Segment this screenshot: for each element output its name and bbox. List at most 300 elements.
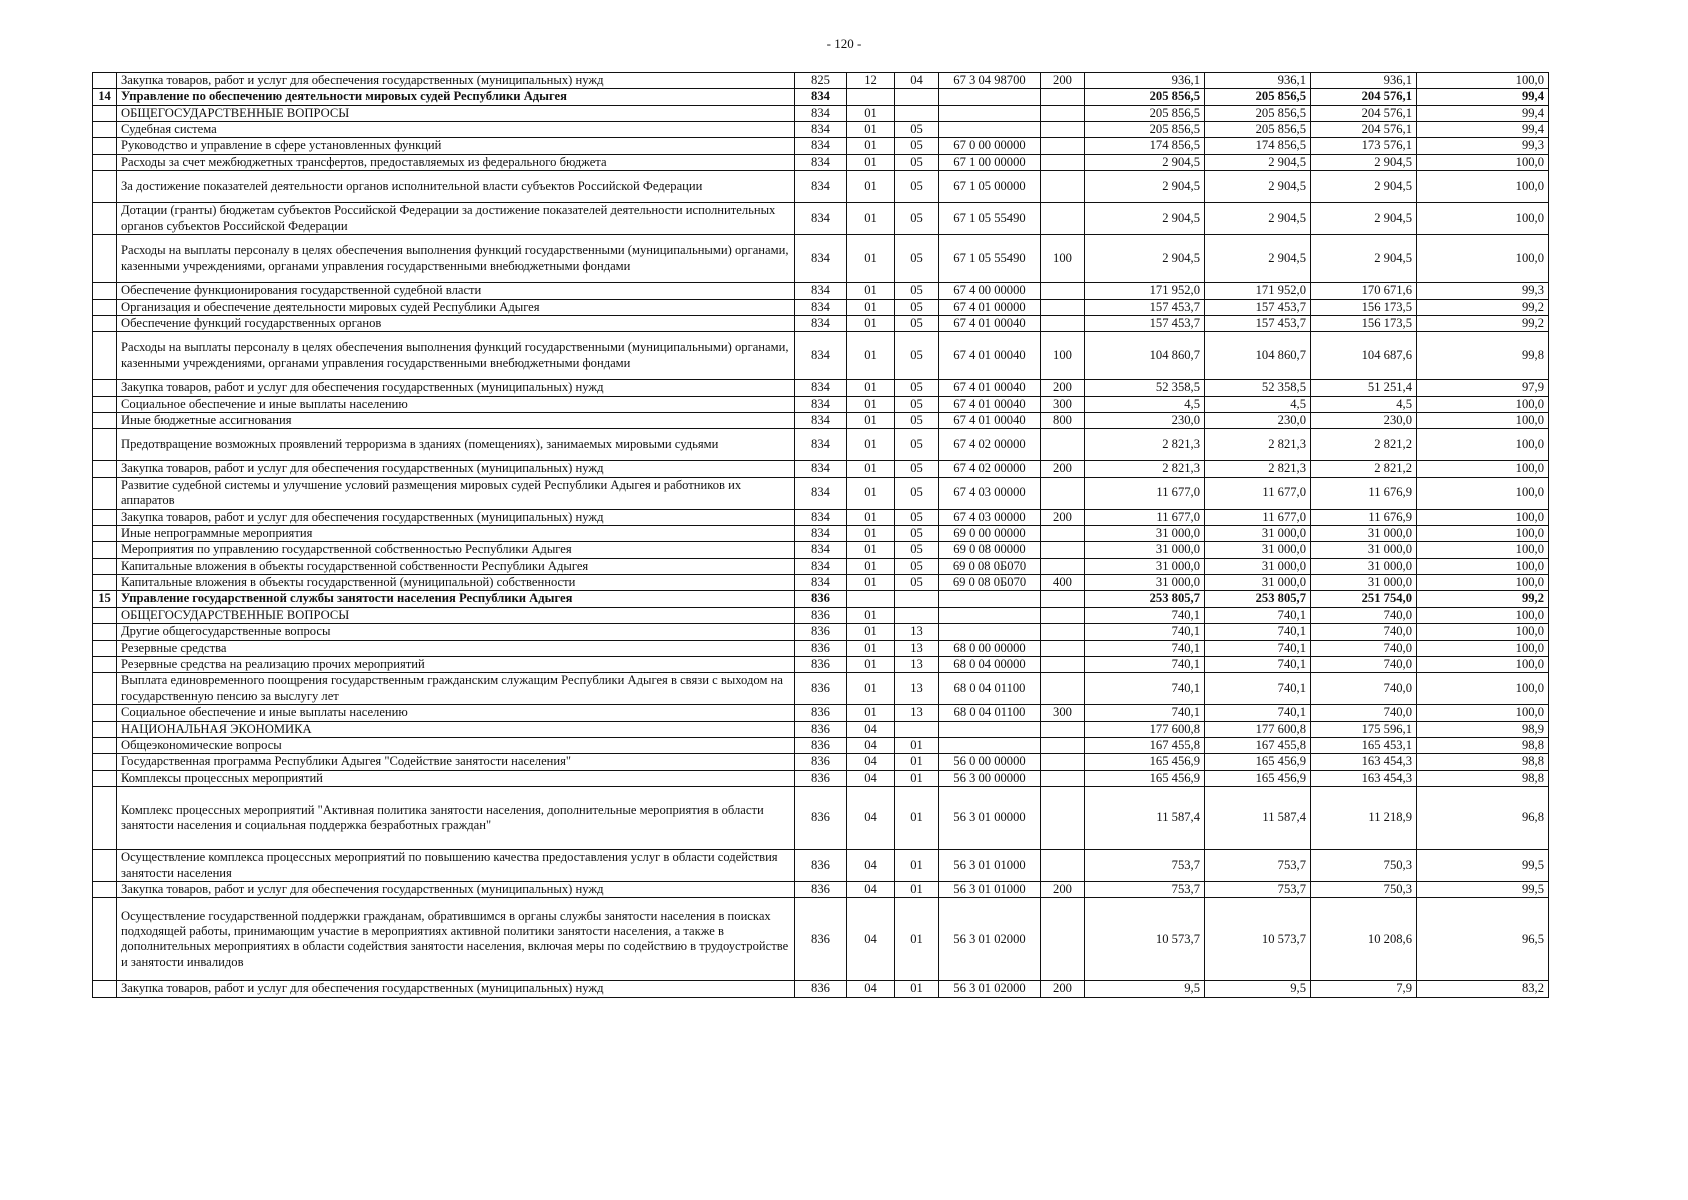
expense-type-code: 300 bbox=[1041, 396, 1085, 412]
table-row bbox=[93, 235, 1549, 283]
row-number bbox=[93, 299, 117, 315]
table-row bbox=[93, 542, 1549, 558]
execution-percent: 98,8 bbox=[1417, 737, 1549, 753]
row-number bbox=[93, 770, 117, 786]
target-article-code: 56 3 01 02000 bbox=[939, 981, 1041, 997]
approved-amount: 740,1 bbox=[1085, 705, 1205, 721]
table-row bbox=[93, 705, 1549, 721]
executed-amount: 740,0 bbox=[1311, 607, 1417, 623]
row-number bbox=[93, 461, 117, 477]
ministry-code: 834 bbox=[795, 477, 847, 509]
execution-percent: 100,0 bbox=[1417, 607, 1549, 623]
executed-amount: 11 676,9 bbox=[1311, 477, 1417, 509]
execution-percent: 99,5 bbox=[1417, 850, 1549, 882]
subsection-code: 01 bbox=[895, 737, 939, 753]
expense-type-code bbox=[1041, 656, 1085, 672]
target-article-code: 68 0 04 01100 bbox=[939, 705, 1041, 721]
subsection-code: 05 bbox=[895, 122, 939, 138]
row-number bbox=[93, 154, 117, 170]
row-number bbox=[93, 73, 117, 89]
row-number bbox=[93, 624, 117, 640]
subsection-code: 01 bbox=[895, 770, 939, 786]
subsection-code: 01 bbox=[895, 882, 939, 898]
expense-type-code: 200 bbox=[1041, 882, 1085, 898]
approved-amount: 2 821,3 bbox=[1085, 429, 1205, 461]
item-name: Общеэкономические вопросы bbox=[117, 737, 795, 753]
refined-amount: 165 456,9 bbox=[1205, 754, 1311, 770]
section-code: 04 bbox=[847, 754, 895, 770]
subsection-code: 01 bbox=[895, 981, 939, 997]
expense-type-code bbox=[1041, 787, 1085, 850]
approved-amount: 205 856,5 bbox=[1085, 89, 1205, 105]
expense-type-code bbox=[1041, 591, 1085, 607]
execution-percent: 99,3 bbox=[1417, 138, 1549, 154]
expense-type-code bbox=[1041, 105, 1085, 121]
subsection-code bbox=[895, 591, 939, 607]
section-code: 04 bbox=[847, 882, 895, 898]
section-code: 01 bbox=[847, 542, 895, 558]
approved-amount: 740,1 bbox=[1085, 624, 1205, 640]
approved-amount: 753,7 bbox=[1085, 882, 1205, 898]
executed-amount: 204 576,1 bbox=[1311, 122, 1417, 138]
ministry-code: 834 bbox=[795, 461, 847, 477]
refined-amount: 174 856,5 bbox=[1205, 138, 1311, 154]
ministry-code: 834 bbox=[795, 396, 847, 412]
subsection-code: 04 bbox=[895, 73, 939, 89]
executed-amount: 2 821,2 bbox=[1311, 461, 1417, 477]
expense-type-code: 800 bbox=[1041, 412, 1085, 428]
ministry-code: 836 bbox=[795, 882, 847, 898]
section-code: 04 bbox=[847, 850, 895, 882]
section-code: 01 bbox=[847, 154, 895, 170]
row-number bbox=[93, 882, 117, 898]
refined-amount: 31 000,0 bbox=[1205, 575, 1311, 591]
table-row bbox=[93, 461, 1549, 477]
approved-amount: 205 856,5 bbox=[1085, 105, 1205, 121]
item-name: Закупка товаров, работ и услуг для обеспечения государственных (муниципальных) нужд bbox=[117, 73, 795, 89]
ministry-code: 834 bbox=[795, 429, 847, 461]
section-code: 01 bbox=[847, 138, 895, 154]
table-row bbox=[93, 105, 1549, 121]
item-name: Капитальные вложения в объекты государственной собственности Республики Адыгея bbox=[117, 558, 795, 574]
row-number: 15 bbox=[93, 591, 117, 607]
ministry-code: 834 bbox=[795, 122, 847, 138]
ministry-code: 834 bbox=[795, 542, 847, 558]
approved-amount: 171 952,0 bbox=[1085, 283, 1205, 299]
table-row bbox=[93, 591, 1549, 607]
executed-amount: 740,0 bbox=[1311, 673, 1417, 705]
executed-amount: 104 687,6 bbox=[1311, 332, 1417, 380]
expense-type-code bbox=[1041, 542, 1085, 558]
table-row bbox=[93, 380, 1549, 396]
target-article-code bbox=[939, 721, 1041, 737]
execution-percent: 99,2 bbox=[1417, 591, 1549, 607]
refined-amount: 205 856,5 bbox=[1205, 89, 1311, 105]
item-name: Выплата единовременного поощрения государственным гражданским служащим Республики Адыгея в связи с выходом на государственную пенсию за выслугу лет bbox=[117, 673, 795, 705]
table-row bbox=[93, 73, 1549, 89]
item-name: Дотации (гранты) бюджетам субъектов Российской Федерации за достижение показателей деятельности исполнительных органов субъектов Российской Федерации bbox=[117, 203, 795, 235]
item-name: Осуществление комплекса процессных мероприятий по повышению качества предоставления услуг в области содействия занятости населения bbox=[117, 850, 795, 882]
ministry-code: 836 bbox=[795, 898, 847, 981]
section-code: 01 bbox=[847, 640, 895, 656]
subsection-code: 05 bbox=[895, 429, 939, 461]
approved-amount: 167 455,8 bbox=[1085, 737, 1205, 753]
refined-amount: 2 904,5 bbox=[1205, 154, 1311, 170]
section-code: 04 bbox=[847, 898, 895, 981]
refined-amount: 31 000,0 bbox=[1205, 558, 1311, 574]
refined-amount: 104 860,7 bbox=[1205, 332, 1311, 380]
expense-type-code bbox=[1041, 429, 1085, 461]
executed-amount: 4,5 bbox=[1311, 396, 1417, 412]
executed-amount: 11 676,9 bbox=[1311, 509, 1417, 525]
section-code: 04 bbox=[847, 721, 895, 737]
target-article-code bbox=[939, 105, 1041, 121]
executed-amount: 173 576,1 bbox=[1311, 138, 1417, 154]
target-article-code: 56 3 01 02000 bbox=[939, 898, 1041, 981]
expense-type-code: 100 bbox=[1041, 332, 1085, 380]
item-name: Закупка товаров, работ и услуг для обеспечения государственных (муниципальных) нужд bbox=[117, 380, 795, 396]
execution-percent: 99,4 bbox=[1417, 105, 1549, 121]
approved-amount: 157 453,7 bbox=[1085, 315, 1205, 331]
subsection-code: 05 bbox=[895, 171, 939, 203]
subsection-code: 05 bbox=[895, 154, 939, 170]
expense-type-code bbox=[1041, 737, 1085, 753]
table-row bbox=[93, 429, 1549, 461]
target-article-code: 56 3 00 00000 bbox=[939, 770, 1041, 786]
execution-percent: 100,0 bbox=[1417, 509, 1549, 525]
section-code: 04 bbox=[847, 770, 895, 786]
expense-type-code bbox=[1041, 673, 1085, 705]
target-article-code bbox=[939, 122, 1041, 138]
execution-percent: 100,0 bbox=[1417, 558, 1549, 574]
section-code: 01 bbox=[847, 575, 895, 591]
refined-amount: 2 821,3 bbox=[1205, 429, 1311, 461]
table-row bbox=[93, 558, 1549, 574]
section-code bbox=[847, 89, 895, 105]
expense-type-code bbox=[1041, 898, 1085, 981]
executed-amount: 165 453,1 bbox=[1311, 737, 1417, 753]
subsection-code: 13 bbox=[895, 673, 939, 705]
executed-amount: 156 173,5 bbox=[1311, 315, 1417, 331]
executed-amount: 51 251,4 bbox=[1311, 380, 1417, 396]
item-name: Предотвращение возможных проявлений терроризма в зданиях (помещениях), занимаемых мировыми судьями bbox=[117, 429, 795, 461]
ministry-code: 834 bbox=[795, 89, 847, 105]
item-name: ОБЩЕГОСУДАРСТВЕННЫЕ ВОПРОСЫ bbox=[117, 607, 795, 623]
executed-amount: 740,0 bbox=[1311, 640, 1417, 656]
executed-amount: 2 904,5 bbox=[1311, 171, 1417, 203]
row-number bbox=[93, 526, 117, 542]
refined-amount: 31 000,0 bbox=[1205, 542, 1311, 558]
table-row bbox=[93, 89, 1549, 105]
table-row bbox=[93, 656, 1549, 672]
budget-table bbox=[92, 72, 1549, 998]
subsection-code: 05 bbox=[895, 461, 939, 477]
ministry-code: 836 bbox=[795, 770, 847, 786]
row-number bbox=[93, 380, 117, 396]
ministry-code: 834 bbox=[795, 283, 847, 299]
table-row bbox=[93, 898, 1549, 981]
approved-amount: 31 000,0 bbox=[1085, 575, 1205, 591]
execution-percent: 100,0 bbox=[1417, 171, 1549, 203]
section-code: 04 bbox=[847, 737, 895, 753]
table-row bbox=[93, 526, 1549, 542]
execution-percent: 100,0 bbox=[1417, 575, 1549, 591]
subsection-code: 05 bbox=[895, 558, 939, 574]
item-name: Руководство и управление в сфере установленных функций bbox=[117, 138, 795, 154]
section-code: 01 bbox=[847, 332, 895, 380]
row-number bbox=[93, 138, 117, 154]
ministry-code: 834 bbox=[795, 203, 847, 235]
item-name: Расходы на выплаты персоналу в целях обеспечения выполнения функций государственными (муниципальными) органами, казенными учреждениями, органами управления государственными внебюджетными фондами bbox=[117, 235, 795, 283]
target-article-code: 56 3 01 01000 bbox=[939, 882, 1041, 898]
expense-type-code bbox=[1041, 640, 1085, 656]
item-name: Расходы за счет межбюджетных трансфертов, предоставляемых из федерального бюджета bbox=[117, 154, 795, 170]
table-row bbox=[93, 624, 1549, 640]
row-number bbox=[93, 558, 117, 574]
target-article-code: 67 1 00 00000 bbox=[939, 154, 1041, 170]
refined-amount: 936,1 bbox=[1205, 73, 1311, 89]
section-code: 01 bbox=[847, 171, 895, 203]
subsection-code: 01 bbox=[895, 754, 939, 770]
target-article-code: 67 4 01 00040 bbox=[939, 412, 1041, 428]
executed-amount: 31 000,0 bbox=[1311, 526, 1417, 542]
section-code: 01 bbox=[847, 429, 895, 461]
row-number bbox=[93, 412, 117, 428]
section-code: 01 bbox=[847, 624, 895, 640]
item-name: Закупка товаров, работ и услуг для обеспечения государственных (муниципальных) нужд bbox=[117, 461, 795, 477]
refined-amount: 2 904,5 bbox=[1205, 171, 1311, 203]
execution-percent: 100,0 bbox=[1417, 656, 1549, 672]
approved-amount: 11 587,4 bbox=[1085, 787, 1205, 850]
refined-amount: 740,1 bbox=[1205, 624, 1311, 640]
approved-amount: 11 677,0 bbox=[1085, 509, 1205, 525]
target-article-code: 67 1 05 55490 bbox=[939, 235, 1041, 283]
execution-percent: 99,3 bbox=[1417, 283, 1549, 299]
approved-amount: 2 904,5 bbox=[1085, 171, 1205, 203]
item-name: Комплексы процессных мероприятий bbox=[117, 770, 795, 786]
expense-type-code bbox=[1041, 526, 1085, 542]
refined-amount: 157 453,7 bbox=[1205, 315, 1311, 331]
executed-amount: 2 904,5 bbox=[1311, 154, 1417, 170]
expense-type-code: 200 bbox=[1041, 461, 1085, 477]
approved-amount: 31 000,0 bbox=[1085, 542, 1205, 558]
refined-amount: 740,1 bbox=[1205, 607, 1311, 623]
approved-amount: 2 904,5 bbox=[1085, 235, 1205, 283]
row-number bbox=[93, 640, 117, 656]
item-name: Закупка товаров, работ и услуг для обеспечения государственных (муниципальных) нужд bbox=[117, 981, 795, 997]
approved-amount: 165 456,9 bbox=[1085, 770, 1205, 786]
expense-type-code bbox=[1041, 315, 1085, 331]
section-code: 01 bbox=[847, 705, 895, 721]
subsection-code: 13 bbox=[895, 624, 939, 640]
table-row bbox=[93, 122, 1549, 138]
item-name: Иные непрограммные мероприятия bbox=[117, 526, 795, 542]
expense-type-code bbox=[1041, 754, 1085, 770]
row-number bbox=[93, 235, 117, 283]
target-article-code: 68 0 04 00000 bbox=[939, 656, 1041, 672]
executed-amount: 750,3 bbox=[1311, 882, 1417, 898]
table-row bbox=[93, 203, 1549, 235]
subsection-code: 13 bbox=[895, 656, 939, 672]
refined-amount: 157 453,7 bbox=[1205, 299, 1311, 315]
approved-amount: 936,1 bbox=[1085, 73, 1205, 89]
section-code: 01 bbox=[847, 203, 895, 235]
executed-amount: 740,0 bbox=[1311, 656, 1417, 672]
approved-amount: 31 000,0 bbox=[1085, 526, 1205, 542]
refined-amount: 11 677,0 bbox=[1205, 509, 1311, 525]
expense-type-code bbox=[1041, 122, 1085, 138]
section-code: 04 bbox=[847, 981, 895, 997]
row-number bbox=[93, 203, 117, 235]
approved-amount: 253 805,7 bbox=[1085, 591, 1205, 607]
approved-amount: 31 000,0 bbox=[1085, 558, 1205, 574]
table-row bbox=[93, 607, 1549, 623]
table-row bbox=[93, 754, 1549, 770]
subsection-code bbox=[895, 89, 939, 105]
table-row bbox=[93, 737, 1549, 753]
execution-percent: 100,0 bbox=[1417, 640, 1549, 656]
expense-type-code: 400 bbox=[1041, 575, 1085, 591]
section-code: 01 bbox=[847, 509, 895, 525]
table-row bbox=[93, 138, 1549, 154]
subsection-code: 01 bbox=[895, 787, 939, 850]
target-article-code: 67 4 03 00000 bbox=[939, 477, 1041, 509]
ministry-code: 836 bbox=[795, 640, 847, 656]
expense-type-code bbox=[1041, 624, 1085, 640]
subsection-code: 05 bbox=[895, 138, 939, 154]
item-name: Развитие судебной системы и улучшение условий размещения мировых судей Республики Адыгея и работников их аппаратов bbox=[117, 477, 795, 509]
approved-amount: 157 453,7 bbox=[1085, 299, 1205, 315]
subsection-code: 05 bbox=[895, 299, 939, 315]
executed-amount: 204 576,1 bbox=[1311, 105, 1417, 121]
item-name: Иные бюджетные ассигнования bbox=[117, 412, 795, 428]
item-name: Обеспечение функционирования государственной судебной власти bbox=[117, 283, 795, 299]
row-number bbox=[93, 105, 117, 121]
ministry-code: 836 bbox=[795, 721, 847, 737]
executed-amount: 204 576,1 bbox=[1311, 89, 1417, 105]
item-name: Капитальные вложения в объекты государственной (муниципальной) собственности bbox=[117, 575, 795, 591]
expense-type-code bbox=[1041, 154, 1085, 170]
section-code: 01 bbox=[847, 122, 895, 138]
item-name: За достижение показателей деятельности органов исполнительной власти субъектов Российской Федерации bbox=[117, 171, 795, 203]
table-row bbox=[93, 981, 1549, 997]
approved-amount: 740,1 bbox=[1085, 640, 1205, 656]
item-name: Комплекс процессных мероприятий "Активная политика занятости населения, дополнительные мероприятия в области занятости населения и социальная поддержка безработных граждан" bbox=[117, 787, 795, 850]
ministry-code: 834 bbox=[795, 315, 847, 331]
row-number bbox=[93, 705, 117, 721]
refined-amount: 31 000,0 bbox=[1205, 526, 1311, 542]
expense-type-code bbox=[1041, 138, 1085, 154]
section-code: 01 bbox=[847, 558, 895, 574]
expense-type-code bbox=[1041, 607, 1085, 623]
approved-amount: 52 358,5 bbox=[1085, 380, 1205, 396]
target-article-code: 69 0 00 00000 bbox=[939, 526, 1041, 542]
expense-type-code bbox=[1041, 721, 1085, 737]
ministry-code: 836 bbox=[795, 850, 847, 882]
subsection-code bbox=[895, 721, 939, 737]
target-article-code: 56 0 00 00000 bbox=[939, 754, 1041, 770]
execution-percent: 100,0 bbox=[1417, 154, 1549, 170]
row-number bbox=[93, 477, 117, 509]
target-article-code: 67 0 00 00000 bbox=[939, 138, 1041, 154]
row-number bbox=[93, 850, 117, 882]
item-name: Управление по обеспечению деятельности мировых судей Республики Адыгея bbox=[117, 89, 795, 105]
approved-amount: 205 856,5 bbox=[1085, 122, 1205, 138]
item-name: Судебная система bbox=[117, 122, 795, 138]
row-number bbox=[93, 898, 117, 981]
table-row bbox=[93, 315, 1549, 331]
subsection-code: 05 bbox=[895, 412, 939, 428]
table-row bbox=[93, 787, 1549, 850]
target-article-code: 67 4 01 00040 bbox=[939, 332, 1041, 380]
target-article-code: 67 1 05 55490 bbox=[939, 203, 1041, 235]
executed-amount: 750,3 bbox=[1311, 850, 1417, 882]
approved-amount: 740,1 bbox=[1085, 673, 1205, 705]
table-row bbox=[93, 850, 1549, 882]
ministry-code: 834 bbox=[795, 171, 847, 203]
refined-amount: 10 573,7 bbox=[1205, 898, 1311, 981]
execution-percent: 100,0 bbox=[1417, 526, 1549, 542]
executed-amount: 31 000,0 bbox=[1311, 575, 1417, 591]
item-name: Организация и обеспечение деятельности мировых судей Республики Адыгея bbox=[117, 299, 795, 315]
ministry-code: 834 bbox=[795, 138, 847, 154]
expense-type-code: 100 bbox=[1041, 235, 1085, 283]
refined-amount: 740,1 bbox=[1205, 656, 1311, 672]
ministry-code: 834 bbox=[795, 509, 847, 525]
execution-percent: 100,0 bbox=[1417, 235, 1549, 283]
row-number bbox=[93, 315, 117, 331]
expense-type-code bbox=[1041, 477, 1085, 509]
refined-amount: 2 821,3 bbox=[1205, 461, 1311, 477]
table-row bbox=[93, 396, 1549, 412]
item-name: Расходы на выплаты персоналу в целях обеспечения выполнения функций государственными (муниципальными) органами, казенными учреждениями, органами управления государственными внебюджетными фондами bbox=[117, 332, 795, 380]
execution-percent: 100,0 bbox=[1417, 477, 1549, 509]
executed-amount: 7,9 bbox=[1311, 981, 1417, 997]
row-number bbox=[93, 396, 117, 412]
approved-amount: 753,7 bbox=[1085, 850, 1205, 882]
row-number bbox=[93, 656, 117, 672]
execution-percent: 99,8 bbox=[1417, 332, 1549, 380]
target-article-code: 67 4 02 00000 bbox=[939, 461, 1041, 477]
refined-amount: 171 952,0 bbox=[1205, 283, 1311, 299]
table-row bbox=[93, 171, 1549, 203]
expense-type-code bbox=[1041, 203, 1085, 235]
approved-amount: 165 456,9 bbox=[1085, 754, 1205, 770]
refined-amount: 740,1 bbox=[1205, 673, 1311, 705]
target-article-code: 69 0 08 00000 bbox=[939, 542, 1041, 558]
execution-percent: 99,5 bbox=[1417, 882, 1549, 898]
refined-amount: 11 587,4 bbox=[1205, 787, 1311, 850]
subsection-code: 05 bbox=[895, 315, 939, 331]
item-name: Другие общегосударственные вопросы bbox=[117, 624, 795, 640]
row-number bbox=[93, 429, 117, 461]
row-number bbox=[93, 542, 117, 558]
ministry-code: 834 bbox=[795, 332, 847, 380]
table-row bbox=[93, 575, 1549, 591]
item-name: Социальное обеспечение и иные выплаты населению bbox=[117, 705, 795, 721]
approved-amount: 104 860,7 bbox=[1085, 332, 1205, 380]
executed-amount: 170 671,6 bbox=[1311, 283, 1417, 299]
execution-percent: 99,2 bbox=[1417, 299, 1549, 315]
section-code: 01 bbox=[847, 477, 895, 509]
expense-type-code: 200 bbox=[1041, 509, 1085, 525]
target-article-code: 67 4 01 00040 bbox=[939, 396, 1041, 412]
expense-type-code bbox=[1041, 89, 1085, 105]
approved-amount: 177 600,8 bbox=[1085, 721, 1205, 737]
refined-amount: 9,5 bbox=[1205, 981, 1311, 997]
section-code bbox=[847, 591, 895, 607]
row-number bbox=[93, 737, 117, 753]
